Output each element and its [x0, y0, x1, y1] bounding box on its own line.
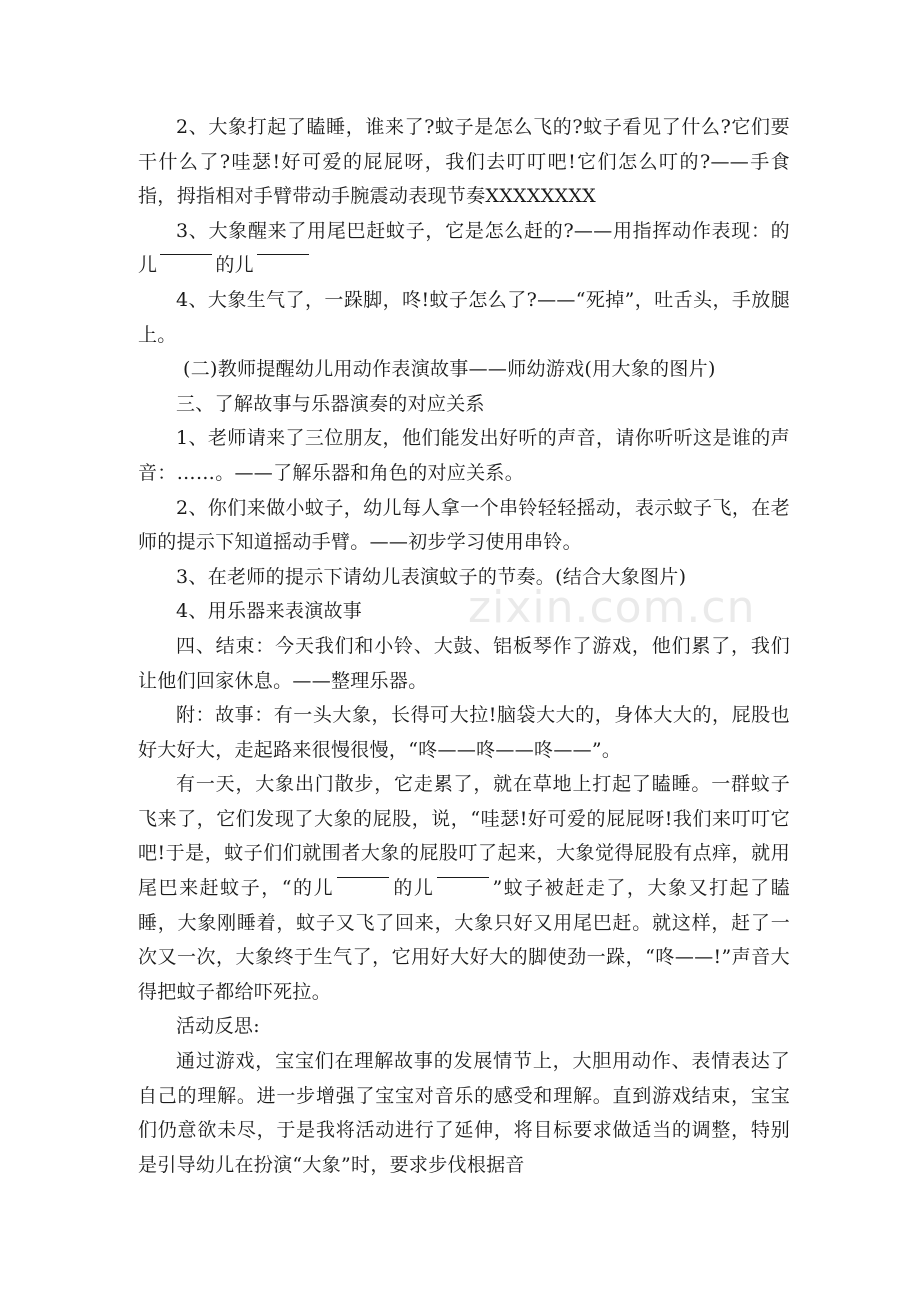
paragraph-story-body-mid: 的儿	[392, 877, 435, 900]
paragraph-step-4: 4、大象生气了，一跺脚，咚!蚊子怎么了?——“死掉”，吐舌头，手放腿上。	[138, 288, 790, 346]
paragraph-reflection: 通过游戏，宝宝们在理解故事的发展情节上，大胆用动作、表情表达了自己的理解。进一步增强了宝宝对音乐的感受和理解。直到游戏结束，宝宝们仍意欲未尽，于是我将活动进行了延伸，将目标要求做适当的调整，特别是引导幼儿在扮演“大象”时，要求步伐根据音	[138, 1050, 790, 1176]
blank-line	[257, 254, 309, 255]
blank-line	[337, 877, 389, 878]
blank-line	[437, 877, 489, 878]
paragraph-instrument-2: 2、你们来做小蚊子，幼儿每人拿一个串铃轻轻摇动，表示蚊子飞，在老师的提示下知道摇动手臂。——初步学习使用串铃。	[138, 496, 790, 554]
paragraph-instrument-4: 4、用乐器来表演故事	[176, 600, 363, 623]
watermark: zixin.com.cn	[468, 582, 756, 633]
paragraph-step-3-text: 3、大象醒来了用尾巴赶蚊子，它是怎么赶的?——用指挥动作表现：的儿	[138, 219, 790, 277]
paragraph-instrument-1: 1、老师请来了三位朋友，他们能发出好听的声音，请你听听这是谁的声音：……。——了解乐器和角色的对应关系。	[138, 427, 790, 484]
paragraph-section-2: (二)教师提醒幼儿用动作表演故事——师幼游戏(用大象的图片)	[183, 358, 716, 381]
paragraph-story-intro: 附：故事：有一头大象，长得可大拉!脑袋大大的，身体大大的，屁股也好大好大，走起路来很慢很慢，“咚——咚——咚——”。	[138, 704, 790, 761]
paragraph-step-3	[138, 214, 790, 283]
blank-line	[160, 254, 212, 255]
heading-reflection: 活动反思:	[176, 1015, 260, 1038]
paragraph-ending: 四、结束：今天我们和小铃、大鼓、铝板琴作了游戏，他们累了，我们让他们回家休息。——整理乐器。	[138, 634, 790, 692]
paragraph-story-body-after: ”蚊子被赶走了，大象又打起了瞌睡，大象刚睡着，蚊子又飞了回来，大象只好又用尾巴赶。就这样，赶了一次又一次，大象终于生气了，它用好大好大的脚使劲一跺，“咚——!”声音大得把蚊子都给吓死拉。	[138, 877, 790, 1003]
heading-section-3: 三、了解故事与乐器演奏的对应关系	[176, 392, 485, 415]
document-body	[138, 110, 790, 1182]
paragraph-story-body-text: 有一天，大象出门散步，它走累了，就在草地上打起了瞌睡。一群蚊子飞来了，它们发现了大象的屁股，说，“哇瑟!好可爱的屁屁呀!我们来叮叮它吧!于是，蚊子们们就围者大象的屁股叮了起来，大象觉得屁股有点痒，就用尾巴来赶蚊子，“的儿	[138, 773, 790, 900]
paragraph-story-body	[138, 767, 790, 1009]
paragraph-step-3-tail: 的儿	[215, 254, 254, 277]
paragraph-step-2: 2、大象打起了瞌睡，谁来了?蚊子是怎么飞的?蚊子看见了什么?它们要干什么了?哇瑟!好可爱的屁屁呀，我们去叮叮吧!它们怎么叮的?——手食指，拇指相对手臂带动手腕震动表现节奏XXXXXXXX	[138, 116, 790, 208]
paragraph-instrument-3: 3、在老师的提示下请幼儿表演蚊子的节奏。(结合大象图片)	[176, 565, 687, 588]
